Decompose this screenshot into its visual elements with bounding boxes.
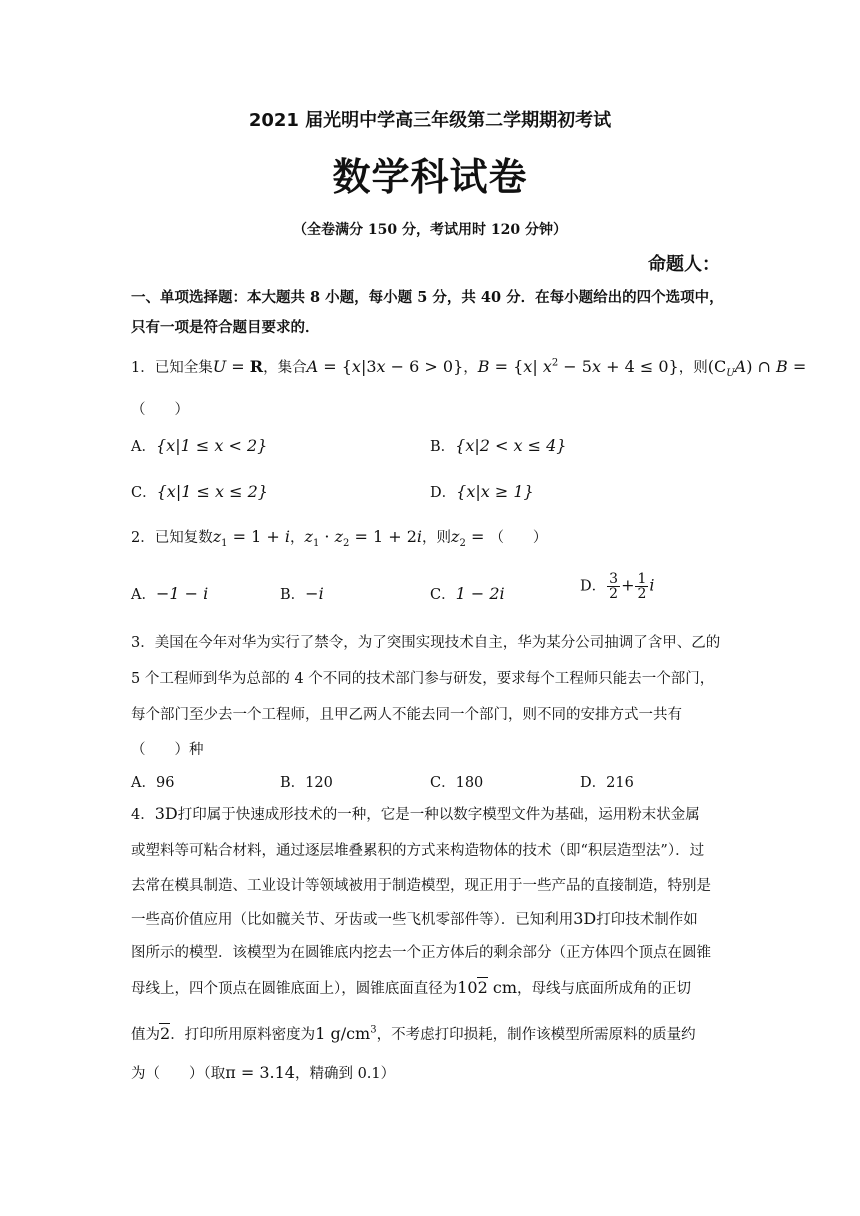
school-title: 2021 届光明中学高三年级第二学期期初考试 xyxy=(248,110,612,131)
q4-line-2: 或塑料等可粘合材料，通过逐层堆叠累积的方式来构造物体的技术（即“积层造型法”）．过 xyxy=(131,843,705,859)
section-heading-line-1: 一、单项选择题：本大题共 8 小题，每小题 5 分，共 40 分．在每小题给出的四个选项中， xyxy=(131,289,724,306)
q1-expression: $(C_UA)$ ∩ B = xyxy=(707,357,807,380)
q4-pi-value: π = 3.14 xyxy=(225,1063,295,1082)
q2-then-text: ，则 xyxy=(422,530,452,546)
question-2-stem: 2．已知复数$z_1 = 1 + i$，$z_1 \cdot z_2 = 1 + 2i$，则$z_2$ = （ ） xyxy=(131,527,548,550)
q1-prefix: 1．已知全集 xyxy=(131,360,213,376)
q3-line-4: （ ）种 xyxy=(131,742,204,758)
q1-set-text: ，集合 xyxy=(263,360,307,376)
q4-density: 1 $g/cm^3$ xyxy=(315,1024,377,1043)
subject-title: 数学科试卷 xyxy=(332,155,528,199)
q4-line-5: 图所示的模型．该模型为在圆锥底内挖去一个正方体后的剩余部分（正方体四个顶点在圆锥 xyxy=(131,945,711,961)
q1-option-c: C．{x|1 ≤ x ≤ 2} xyxy=(131,482,268,501)
q1-universal-set: U xyxy=(212,357,227,376)
q4-line-4: 一些高价值应用（比如髋关节、牙齿或一些飞机零部件等）．已知利用3D打印技术制作如 xyxy=(131,909,698,928)
q3-line-2: 5 个工程师到华为总部的 4 个不同的技术部门参与研发，要求每个工程师只能去一个部门， xyxy=(131,671,715,687)
q3-option-c: C．180 xyxy=(430,775,484,791)
exam-info: （全卷满分 150 分，考试用时 120 分钟） xyxy=(293,222,567,238)
q3-option-a: A．96 xyxy=(131,775,175,791)
q1-set-b: B = {x| $x^2 - 5x + 4 \le 0$} xyxy=(477,357,679,376)
q1-blank: （ ） xyxy=(131,402,189,418)
q3-line-3: 每个部门至少去一个工程师，且甲乙两人不能去同一个部门，则不同的安排方式一共有 xyxy=(131,707,682,723)
q2-z1: $z_1 = 1 + i$ xyxy=(212,527,291,550)
q1-option-d: D．{x|x ≥ 1} xyxy=(430,482,534,501)
q3-line-1: 3．美国在今年对华为实行了禁令，为了突围实现技术自主，华为某分公司抽调了含甲、乙的 xyxy=(131,635,721,651)
q4-diameter: 102 cm xyxy=(457,978,518,997)
q2-prefix: 2．已知复数 xyxy=(131,530,213,546)
section-heading-line-2: 只有一项是符合题目要求的． xyxy=(131,319,320,336)
q3-option-b: B．120 xyxy=(280,775,333,791)
q2-option-a: A．−1 − i xyxy=(131,584,209,603)
q3-option-d: D．216 xyxy=(580,775,634,791)
q2-z2: $z_2$ = xyxy=(451,527,490,550)
q4-line-8: 为（ ）（取π = 3.14，精确到 0.1） xyxy=(131,1063,396,1082)
q1-set-a: A = {x|3x − 6 > 0} xyxy=(306,357,464,376)
q4-line-6: 母线上，四个顶点在圆锥底面上），圆锥底面直径为102 cm，母线与底面所成角的正切 xyxy=(131,978,692,997)
q2-option-c: C．1 − 2i xyxy=(430,584,505,603)
q4-line-7: 值为2．打印所用原料密度为1 $g/cm^3$，不考虑打印损耗，制作该模型所需原料的质量约 xyxy=(131,1024,696,1043)
q4-tangent: 2 xyxy=(160,1024,171,1043)
q4-line-1: 4．3D打印属于快速成形技术的一种，它是一种以数字模型文件为基础，运用粉末状金属 xyxy=(131,804,700,823)
q2-option-d: D． $\frac{3}{2}$ + $\frac{1}{2}$ i xyxy=(580,571,655,602)
author-label: 命题人： xyxy=(648,254,720,275)
q1-then-text: ，则 xyxy=(678,360,708,376)
q2-option-b: B．−i xyxy=(280,584,324,603)
question-1-stem: 1．已知全集U = R，集合A = {x|3x − 6 > 0}，B = {x| $x^2 - 5x + 4 \le 0$}，则$(C_UA)$ ∩ B = xyxy=(131,357,807,380)
q1-option-b: B．{x|2 < x ≤ 4} xyxy=(430,436,567,455)
q1-option-a: A．{x|1 ≤ x < 2} xyxy=(131,436,268,455)
q4-line-3: 去常在模具制造、工业设计等领域被用于制造模型，现正用于一些产品的直接制造，特别是 xyxy=(131,878,711,894)
q2-product: $z_1 \cdot z_2 = 1 + 2i$ xyxy=(304,527,423,550)
